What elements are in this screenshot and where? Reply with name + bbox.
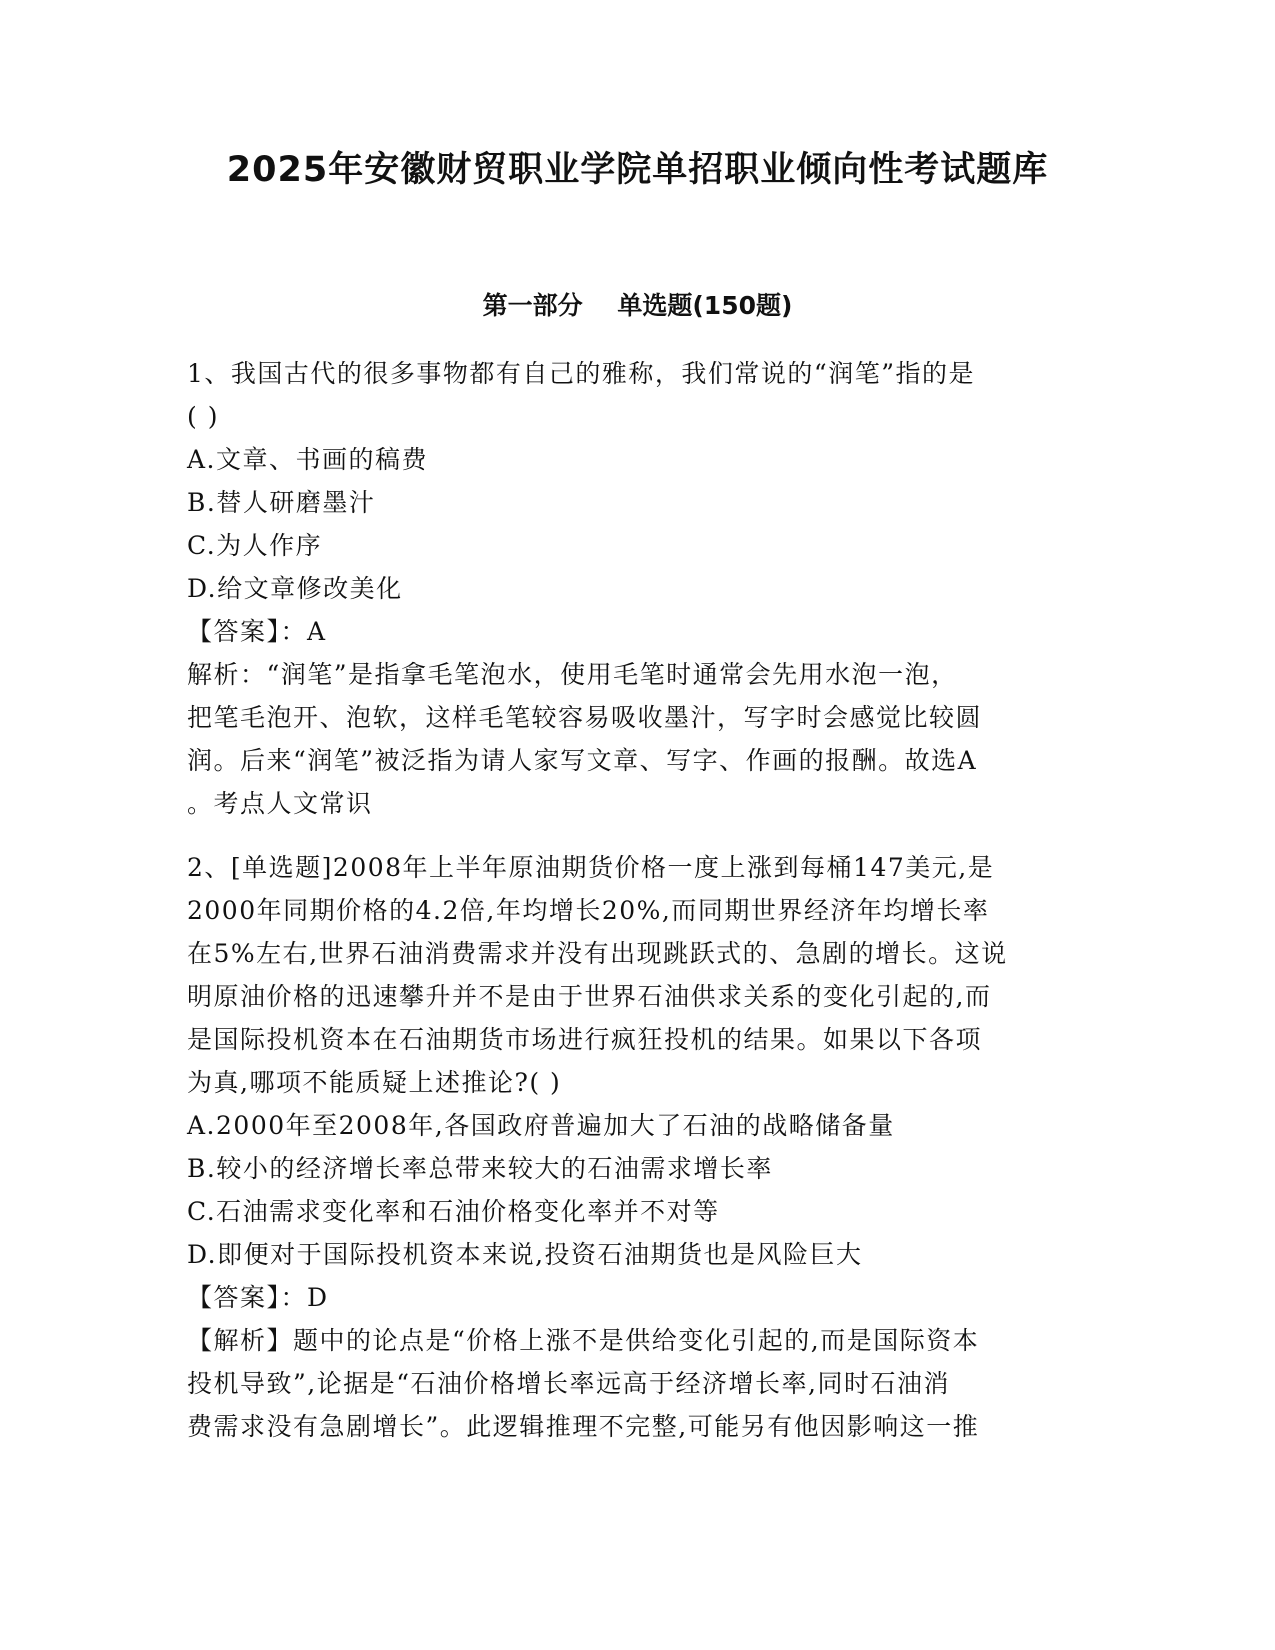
answer-line: 【答案】：D (187, 1283, 329, 1312)
question-block (187, 352, 1087, 825)
analysis-line: 解析：“润笔”是指拿毛笔泡水，使用毛笔时通常会先用水泡一泡， (187, 660, 958, 689)
option-a: A.2000年至2008年,各国政府普遍加大了石油的战略储备量 (187, 1111, 895, 1140)
answer-line: 【答案】：A (187, 617, 327, 646)
analysis-line: 润。后来“润笔”被泛指为请人家写文章、写字、作画的报酬。故选A (187, 746, 978, 775)
question-block (187, 846, 1087, 1448)
option-a: A.文章、书画的稿费 (187, 445, 429, 474)
option-c: C.石油需求变化率和石油价格变化率并不对等 (187, 1197, 720, 1226)
section-title: 第一部分 单选题(150题) (482, 291, 793, 320)
question-stem-line: 是国际投机资本在石油期货市场进行疯狂投机的结果。如果以下各项 (187, 1025, 983, 1054)
question-stem-line: 1、我国古代的很多事物都有自己的雅称，我们常说的“润笔”指的是 (187, 359, 975, 388)
question-stem-line: ( ) (187, 402, 219, 431)
question-stem-line: 2000年同期价格的4.2倍,年均增长20%,而同期世界经济年均增长率 (187, 896, 990, 925)
option-b: B.较小的经济增长率总带来较大的石油需求增长率 (187, 1154, 773, 1183)
option-c: C.为人作序 (187, 531, 323, 560)
analysis-line: 。考点人文常识 (187, 789, 373, 818)
analysis-line: 费需求没有急剧增长”。此逻辑推理不完整,可能另有他因影响这一推 (187, 1412, 980, 1441)
question-spacer (187, 825, 1087, 846)
question-stem-line: 在5%左右,世界石油消费需求并没有出现跳跃式的、急剧的增长。这说 (187, 939, 1008, 968)
analysis-line: 【解析】题中的论点是“价格上涨不是供给变化引起的,而是国际资本 (187, 1326, 980, 1355)
question-stem-line: 明原油价格的迅速攀升并不是由于世界石油供求关系的变化引起的,而 (187, 982, 992, 1011)
analysis-line: 投机导致”,论据是“石油价格增长率远高于经济增长率,同时石油消 (187, 1369, 950, 1398)
question-list (187, 352, 1087, 1448)
option-d: D.给文章修改美化 (187, 574, 403, 603)
question-stem-line: 为真,哪项不能质疑上述推论?( ) (187, 1068, 562, 1097)
document-title: 2025年安徽财贸职业学院单招职业倾向性考试题库 (226, 150, 1049, 190)
option-d: D.即便对于国际投机资本来说,投资石油期货也是风险巨大 (187, 1240, 863, 1269)
analysis-line: 把笔毛泡开、泡软，这样毛笔较容易吸收墨汁，写字时会感觉比较圆 (187, 703, 983, 732)
question-stem-line: 2、[单选题]2008年上半年原油期货价格一度上涨到每桶147美元,是 (187, 853, 995, 882)
option-b: B.替人研磨墨汁 (187, 488, 376, 517)
